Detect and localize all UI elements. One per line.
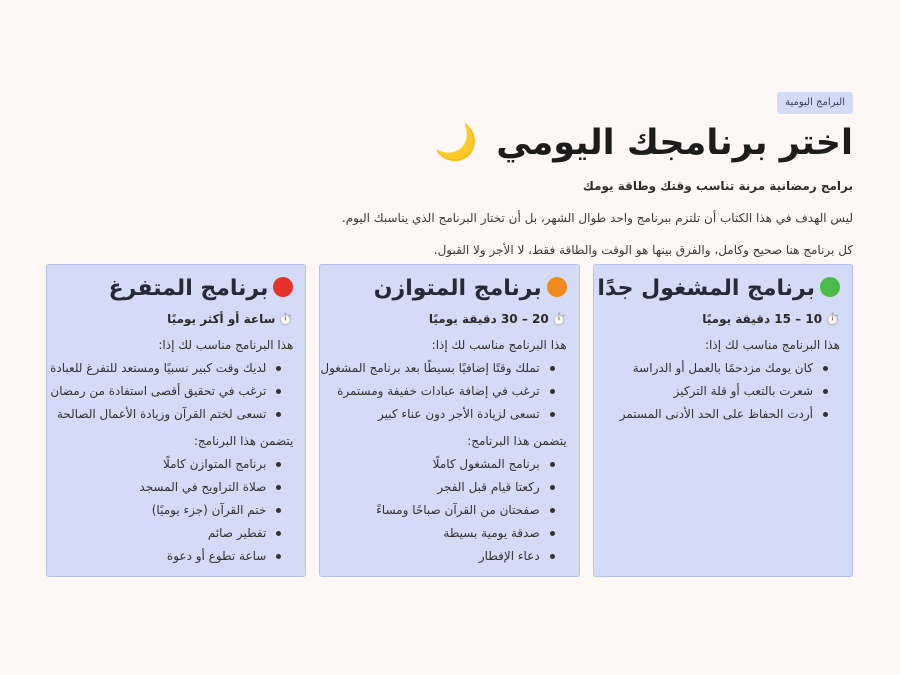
list-item: لديك وقت كبير نسبيًا ومستعد للتفرغ للعبادة bbox=[59, 360, 281, 376]
section-badge: البرامج اليومية bbox=[777, 92, 853, 114]
suits-label: هذا البرنامج مناسب لك إذا: bbox=[705, 338, 840, 352]
program-card-dedicated[interactable] bbox=[46, 264, 306, 577]
card-title-text: برنامج المشغول جدًا bbox=[597, 276, 815, 301]
intro-paragraph: ليس الهدف في هذا الكتاب أن تلتزم ببرنامج واحد طوال الشهر، بل أن تختار البرنامج الذي يناسبك اليوم. bbox=[341, 211, 853, 225]
list-item: تملك وقتًا إضافيًا بسيطًا بعد برنامج المشغول bbox=[332, 360, 554, 376]
list-item: ساعة تطوع أو دعوة bbox=[59, 548, 281, 564]
stopwatch-icon: ⏱️ bbox=[825, 312, 840, 326]
list-item: تسعى لزيادة الأجر دون عناء كبير bbox=[332, 406, 554, 422]
list-item: ترغب في إضافة عبادات خفيفة ومستمرة bbox=[332, 383, 554, 399]
suits-label: هذا البرنامج مناسب لك إذا: bbox=[431, 338, 567, 352]
red-circle-icon bbox=[273, 277, 293, 297]
includes-list bbox=[332, 456, 566, 564]
list-item: ترغب في تحقيق أقصى استفادة من رمضان bbox=[59, 383, 281, 399]
card-duration-text: ساعة أو أكثر يوميًا bbox=[167, 312, 276, 326]
includes-label: يتضمن هذا البرنامج: bbox=[467, 434, 567, 448]
includes-list bbox=[59, 456, 293, 564]
orange-circle-icon bbox=[547, 277, 567, 297]
stopwatch-icon: ⏱️ bbox=[278, 312, 294, 326]
list-item: صدقة يومية بسيطة bbox=[332, 525, 554, 541]
includes-label: يتضمن هذا البرنامج: bbox=[193, 434, 294, 448]
card-title bbox=[332, 275, 566, 303]
list-item: أردت الحفاظ على الحد الأدنى المستمر bbox=[606, 406, 828, 422]
suits-list bbox=[320, 360, 566, 422]
badge-row bbox=[46, 92, 853, 114]
list-item: برنامج المتوازن كاملًا bbox=[59, 456, 281, 472]
card-title bbox=[59, 275, 293, 303]
suits-list bbox=[606, 360, 840, 422]
page-subtitle: برامج رمضانية مرنة تناسب وقتك وطاقة يومك bbox=[582, 179, 853, 193]
list-item: برنامج المشغول كاملًا bbox=[332, 456, 554, 472]
list-item: صلاة التراويح في المسجد bbox=[59, 479, 281, 495]
card-title-text: برنامج المتفرغ bbox=[108, 276, 269, 301]
list-item: صفحتان من القرآن صباحًا ومساءً bbox=[332, 502, 554, 518]
page-title bbox=[46, 120, 853, 166]
suits-label: هذا البرنامج مناسب لك إذا: bbox=[158, 338, 294, 352]
program-cards bbox=[46, 264, 853, 577]
card-duration-text: 10 – 15 دقيقة يوميًا bbox=[702, 312, 823, 326]
crescent-moon-icon: 🌙 bbox=[434, 123, 479, 163]
green-circle-icon bbox=[820, 277, 840, 297]
card-title-text: برنامج المتوازن bbox=[373, 276, 542, 301]
page-title-text: اختر برنامجك اليومي bbox=[496, 123, 853, 163]
card-duration bbox=[332, 311, 566, 327]
list-item: تفطير صائم bbox=[59, 525, 281, 541]
program-card-busy[interactable] bbox=[593, 264, 853, 577]
list-item: ركعتا قيام قبل الفجر bbox=[332, 479, 554, 495]
card-duration bbox=[59, 311, 293, 327]
stopwatch-icon: ⏱️ bbox=[551, 312, 567, 326]
list-item: ختم القرآن (جزء يوميًا) bbox=[59, 502, 281, 518]
card-title bbox=[597, 275, 840, 303]
list-item: دعاء الإفطار bbox=[332, 548, 554, 564]
suits-list bbox=[50, 360, 293, 422]
program-card-balanced[interactable] bbox=[319, 264, 579, 577]
card-duration-text: 20 – 30 دقيقة يوميًا bbox=[428, 312, 549, 326]
list-item: شعرت بالتعب أو قلة التركيز bbox=[606, 383, 828, 399]
card-duration bbox=[606, 311, 840, 327]
list-item: كان يومك مزدحمًا بالعمل أو الدراسة bbox=[606, 360, 828, 376]
note-paragraph: كل برنامج هنا صحيح وكامل، والفرق بينها هو الوقت والطاقة فقط، لا الأجر ولا القبول. bbox=[433, 243, 853, 257]
list-item: تسعى لختم القرآن وزيادة الأعمال الصالحة bbox=[59, 406, 281, 422]
